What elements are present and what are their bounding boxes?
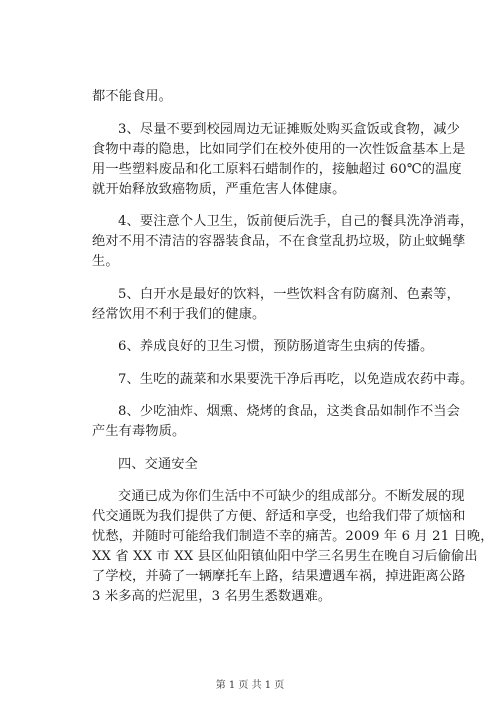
- text-line: 代交通既为我们提供了方便、舒适和享受，也给我们带了烦恼和: [92, 509, 466, 524]
- text-line: 了学校，并骑了一辆摩托车上路，结果遭遇车祸，掉进距离公路: [92, 569, 466, 584]
- text-line: 交通已成为你们生活中不可缺少的组成部分。不断发展的现: [118, 489, 465, 504]
- text-line: 忧愁，并随时可能给我们制造不幸的痛苦。2009 年 6 月 21 日晚，: [92, 529, 494, 544]
- text-line: 绝对不用不清洁的容器装食品，不在食堂乱扔垃圾，防止蚊蝇孳: [92, 234, 466, 249]
- page-footer: 第 1 页 共 1 页: [215, 680, 285, 691]
- text-line: 用一些塑料废品和化工原料石蜡制作的，接触超过 60℃的温度: [92, 161, 462, 177]
- text-line: 产生有毒物质。: [92, 424, 186, 439]
- text-line: 经常饮用不利于我们的健康。: [92, 306, 266, 322]
- text-line: 生。: [92, 254, 119, 269]
- text-line: 3 米多高的烂泥里，3 名男生悉数遇难。: [92, 589, 332, 604]
- text-line: 3、尽量不要到校园周边无证摊贩处购买盒饭或食物，减少: [118, 121, 460, 137]
- text-line: 四、交通安全: [118, 456, 199, 472]
- text-line: 就开始释放致癌物质，严重危害人体健康。: [92, 181, 346, 197]
- document-body: [92, 87, 494, 607]
- text-line: 4、要注意个人卫生，饭前便后洗手，自己的餐具洗净消毒，: [118, 214, 474, 229]
- text-line: 8、少吃油炸、烟熏、烧烤的食品，这类食品如制作不当会: [118, 404, 460, 419]
- text-line: XX 省 XX 市 XX 县区仙阳镇仙阳中学三名男生在晚自习后偷偷出: [92, 549, 478, 564]
- text-line: 都不能食用。: [92, 89, 173, 104]
- text-line: 5、白开水是最好的饮料，一些饮料含有防腐剂、色素等，: [118, 286, 460, 302]
- text-line: 6、养成良好的卫生习惯，预防肠道寄生虫病的传播。: [118, 339, 434, 354]
- text-line: 7、生吃的蔬菜和水果要洗干净后再吃，以免造成农药中毒。: [118, 371, 474, 387]
- text-line: 食物中毒的隐患，比如同学们在校外使用的一次性饭盒基本上是: [92, 141, 466, 157]
